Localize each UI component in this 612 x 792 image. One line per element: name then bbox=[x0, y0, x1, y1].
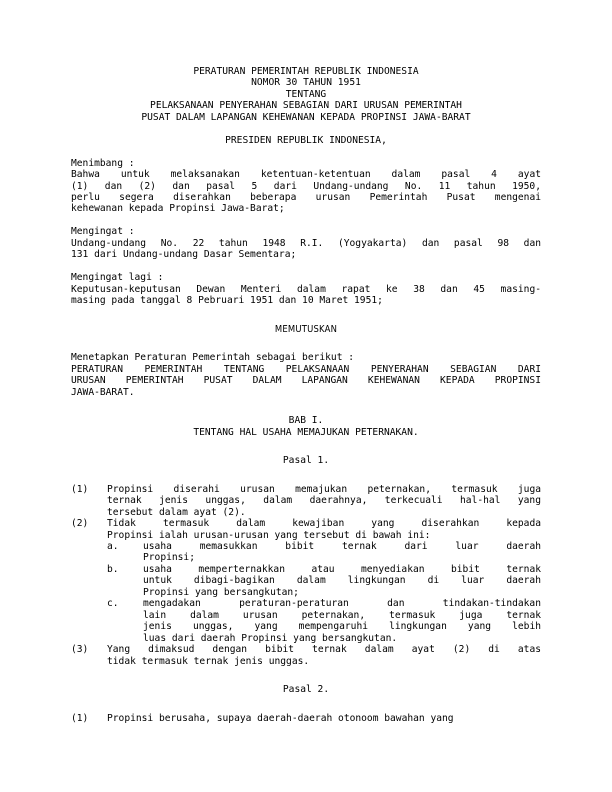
clause-item bbox=[71, 644, 541, 667]
text-line: Keputusan-keputusan Dewan Menteri dalam rapat ke 38 dan 45 masing- bbox=[71, 283, 541, 295]
text-line: tersebut dalam ayat (2). bbox=[107, 506, 246, 518]
text-line: PERATURAN PEMERINTAH TENTANG PELAKSANAAN PENYERAHAN SEBAGIAN DARI bbox=[71, 363, 541, 375]
text-line: Propinsi; bbox=[143, 552, 195, 564]
title-line-4: PELAKSANAAN PENYERAHAN SEBAGIAN DARI URUSAN PEMERINTAH bbox=[150, 100, 462, 112]
spacer bbox=[71, 467, 541, 478]
clause-marker: (1) bbox=[71, 483, 89, 495]
document-body bbox=[71, 66, 541, 724]
text-line: URUSAN PEMERINTAH PUSAT DALAM LAPANGAN KEHEWANAN KEPADA PROPINSI bbox=[71, 375, 541, 387]
stipulation-intro: Menetapkan Peraturan Pemerintah sebagai berikut : bbox=[71, 352, 355, 364]
subclause-item bbox=[107, 598, 541, 644]
subclause-body bbox=[143, 564, 541, 598]
text-line: Propinsi diserahi urusan memajukan peternakan, termasuk juga bbox=[107, 483, 541, 495]
clause-marker: (2) bbox=[71, 518, 89, 530]
subclause-item bbox=[107, 564, 541, 598]
remembering-section bbox=[71, 226, 541, 260]
spacer bbox=[71, 438, 541, 449]
clause-item bbox=[71, 713, 541, 724]
subclause-body bbox=[143, 598, 541, 644]
text-line: mengadakan peraturan-peraturan dan tindakan-tindakan bbox=[143, 598, 541, 610]
considering-text bbox=[71, 169, 541, 215]
considering-label: Menimbang : bbox=[71, 157, 135, 169]
spacer bbox=[71, 261, 541, 272]
article-2-heading: Pasal 2. bbox=[282, 684, 330, 696]
stipulation-text bbox=[71, 364, 541, 398]
clause-text bbox=[107, 713, 541, 724]
chapter-title: TENTANG HAL USAHA MEMAJUKAN PETERNAKAN. bbox=[193, 426, 419, 438]
subclause-text bbox=[143, 541, 541, 564]
title-line-1: PERATURAN PEMERINTAH REPUBLIK INDONESIA bbox=[193, 66, 419, 77]
title-line-3: TENTANG bbox=[285, 88, 327, 100]
spacer bbox=[71, 335, 541, 346]
clause-text bbox=[107, 518, 541, 541]
article-1-heading: Pasal 1. bbox=[282, 455, 330, 467]
chapter-heading bbox=[71, 415, 541, 438]
clause-body bbox=[107, 484, 541, 518]
text-line: 131 dari Undang-undang Dasar Sementara; bbox=[71, 249, 297, 261]
subclause-body bbox=[143, 541, 541, 564]
spacer bbox=[71, 146, 541, 157]
remembering-label: Mengingat : bbox=[71, 226, 135, 238]
considering-section bbox=[71, 158, 541, 215]
text-line: Propinsi ialah urusan-urusan yang tersebut di bawah ini: bbox=[107, 529, 431, 541]
remembering-again-text bbox=[71, 284, 541, 307]
text-line: Propinsi yang bersangkutan; bbox=[143, 586, 299, 598]
subclause-item bbox=[107, 541, 541, 564]
remembering-again-section bbox=[71, 272, 541, 306]
remembering-text bbox=[71, 238, 541, 261]
text-line: JAWA-BARAT. bbox=[71, 386, 135, 398]
subclause-text bbox=[143, 564, 541, 598]
text-line: usaha memasukkan bibit ternak dari luar daerah bbox=[143, 540, 541, 552]
decides-heading: MEMUTUSKAN bbox=[274, 323, 338, 335]
text-line: tidak termasuk ternak jenis unggas. bbox=[107, 655, 310, 667]
text-line: masing pada tanggal 8 Pebruari 1951 dan 10 Maret 1951; bbox=[71, 295, 383, 306]
text-line: (1) dan (2) dan pasal 5 dari Undang-undang No. 11 tahun 1950, bbox=[71, 180, 541, 192]
article-1-clauses bbox=[71, 484, 541, 667]
subclause-marker: c. bbox=[107, 598, 119, 610]
clause-marker: (3) bbox=[71, 644, 89, 656]
title-line-2: NOMOR 30 TAHUN 1951 bbox=[251, 77, 361, 89]
stipulation-section bbox=[71, 352, 541, 398]
spacer bbox=[71, 306, 541, 317]
clause-body bbox=[107, 518, 541, 541]
subclause-marker: a. bbox=[107, 540, 119, 552]
title-block bbox=[71, 66, 541, 123]
text-line: Bahwa untuk melaksanakan ketentuan-ketentuan dalam pasal 4 ayat bbox=[71, 169, 541, 181]
clause-body bbox=[107, 644, 541, 667]
text-line: Propinsi berusaha, supaya daerah-daerah otonoom bawahan yang bbox=[107, 712, 454, 724]
authority-line: PRESIDEN REPUBLIK INDONESIA, bbox=[225, 134, 387, 146]
text-line: usaha memperternakkan atau menyediakan bibit ternak bbox=[143, 563, 541, 575]
clause-item bbox=[71, 484, 541, 518]
clause-item bbox=[71, 518, 541, 541]
text-line: untuk dibagi-bagikan dalam lingkungan di luar daerah bbox=[143, 575, 541, 587]
remembering-again-label: Mengingat lagi : bbox=[71, 272, 164, 284]
text-line: kehewanan kepada Propinsi Jawa-Barat; bbox=[71, 203, 285, 215]
article-2-clauses bbox=[71, 713, 541, 724]
clause-marker: (1) bbox=[71, 712, 89, 724]
text-line: lain dalam urusan peternakan, termasuk juga ternak bbox=[143, 609, 541, 621]
subclause-text bbox=[143, 598, 541, 644]
text-line: luas dari daerah Propinsi yang bersangkutan. bbox=[143, 632, 398, 644]
clause-text bbox=[107, 484, 541, 518]
spacer bbox=[71, 215, 541, 226]
chapter-number: BAB I. bbox=[288, 415, 324, 427]
text-line: jenis unggas, yang mempengaruhi lingkungan yang lebih bbox=[143, 621, 541, 633]
text-line: Undang-undang No. 22 tahun 1948 R.I. (Yogyakarta) dan pasal 98 dan bbox=[71, 237, 541, 249]
clause-body bbox=[107, 713, 541, 724]
text-line: Yang dimaksud dengan bibit ternak dalam ayat (2) di atas bbox=[107, 644, 541, 656]
spacer bbox=[71, 696, 541, 707]
spacer bbox=[71, 398, 541, 409]
text-line: Tidak termasuk dalam kewajiban yang diserahkan kepada bbox=[107, 518, 541, 530]
subclause-marker: b. bbox=[107, 563, 119, 575]
subclause-list bbox=[107, 541, 541, 644]
spacer bbox=[71, 123, 541, 134]
text-line: ternak jenis unggas, dalam daerahnya, terkecuali hal-hal yang bbox=[107, 495, 541, 507]
spacer bbox=[71, 667, 541, 678]
clause-text bbox=[107, 644, 541, 667]
text-line: perlu segera diserahkan beberapa urusan Pemerintah Pusat mengenai bbox=[71, 191, 541, 203]
title-line-5: PUSAT DALAM LAPANGAN KEHEWANAN KEPADA PROPINSI JAWA-BARAT bbox=[141, 111, 471, 123]
